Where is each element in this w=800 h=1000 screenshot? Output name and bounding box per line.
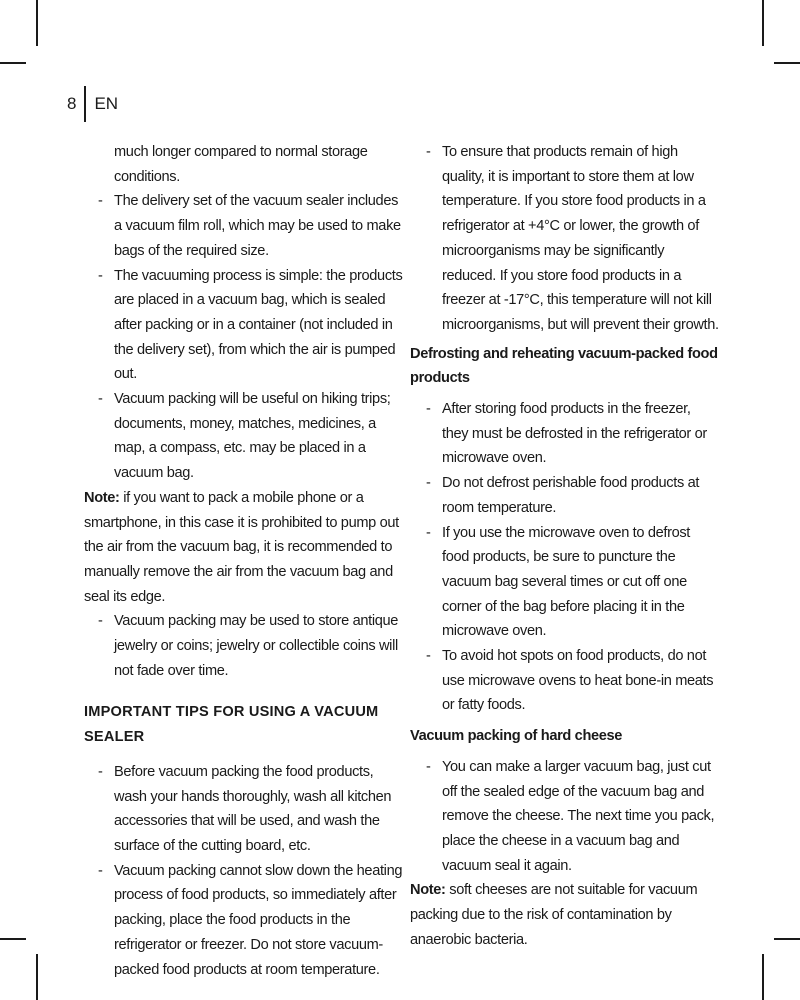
tips-heading: IMPORTANT TIPS FOR USING A VACUUM SEALER [84,704,379,746]
usage-list [84,189,404,485]
list-item: - Before vacuum packing the food products, wash your hands thoroughly, wash all kitchen accessories that will be used, and wash the surface of the cutting board, etc. [84,760,404,859]
crop-mark-left-bottom [0,938,26,940]
defrost-list [410,397,720,718]
list-item: - If you use the microwave oven to defrost food products, be sure to puncture the vacuum bag several times or cut off one corner of the bag before placing it in the microwave oven. [410,521,720,645]
cheese-heading: Vacuum packing of hard cheese [410,728,623,745]
crop-mark-bottom-left [36,954,38,1000]
note-text: if you want to pack a mobile phone or a smartphone, in this case it is prohibited to pump out the air from the vacuum bag, it is recommended to manually remove the air from the vacuum bag and seal its edge. [84,489,399,605]
list-item: - Vacuum packing will be useful on hiking trips; documents, money, matches, medicines, a map, a compass, etc. may be placed in a vacuum bag. [84,387,404,486]
crop-mark-right-top [774,62,800,64]
crop-mark-top-right [762,0,764,46]
right-column [410,140,720,953]
list-item: - You can make a larger vacuum bag, just cut off the sealed edge of the vacuum bag and remove the cheese. The next time you pack, place the cheese in a vacuum bag and vacuum seal it again. [410,755,720,879]
list-item: - Vacuum packing may be used to store antique jewelry or coins; jewelry or collectible coins will not fade over time. [84,609,404,683]
list-item: - The delivery set of the vacuum sealer includes a vacuum film roll, which may be used to make bags of the required size. [84,189,404,263]
note-label: Note: [410,882,446,899]
defrost-heading: Defrosting and reheating vacuum-packed food products [410,345,718,387]
page-number: 8 [67,94,77,113]
continuation-text: much longer compared to normal storage conditions. [114,144,368,185]
cheese-list [410,755,720,879]
list-item: - After storing food products in the freezer, they must be defrosted in the refrigerator or microwave oven. [410,397,720,471]
language-code: EN [94,94,119,113]
note-cheese [410,878,720,952]
tips-list [84,760,404,982]
crop-mark-top-left [36,0,38,46]
header-divider [84,86,86,122]
list-item: - To ensure that products remain of high quality, it is important to store them at low temperature. If you store food products in a refrigerator at +4°C or lower, the growth of microorganisms may be significantly reduced. If you store food products in a freezer at -17°C, this temperature will not kill microorganisms, but will prevent their growth. [410,140,720,338]
note-text: soft cheeses are not suitable for vacuum packing due to the risk of contamination by anaerobic bacteria. [410,882,698,948]
storage-list [410,140,720,338]
note-phone [84,486,404,610]
crop-mark-left-top [0,62,26,64]
list-item: - Vacuum packing cannot slow down the heating process of food products, so immediately after packing, place the food products in the refrigerator or freezer. Do not store vacuum-packed food products at room temperature. [84,859,404,983]
note-label: Note: [84,489,120,506]
crop-mark-right-bottom [774,938,800,940]
list-item: - Do not defrost perishable food products at room temperature. [410,471,720,520]
list-item: - To avoid hot spots on food products, do not use microwave ovens to heat bone-in meats or fatty foods. [410,644,720,718]
list-item: - The vacuuming process is simple: the products are placed in a vacuum bag, which is sealed after packing or in a container (not included in the delivery set), from which the air is pumped out. [84,264,404,388]
left-column [84,140,404,982]
antique-list [84,609,404,683]
crop-mark-bottom-right [762,954,764,1000]
page-header [67,86,118,122]
